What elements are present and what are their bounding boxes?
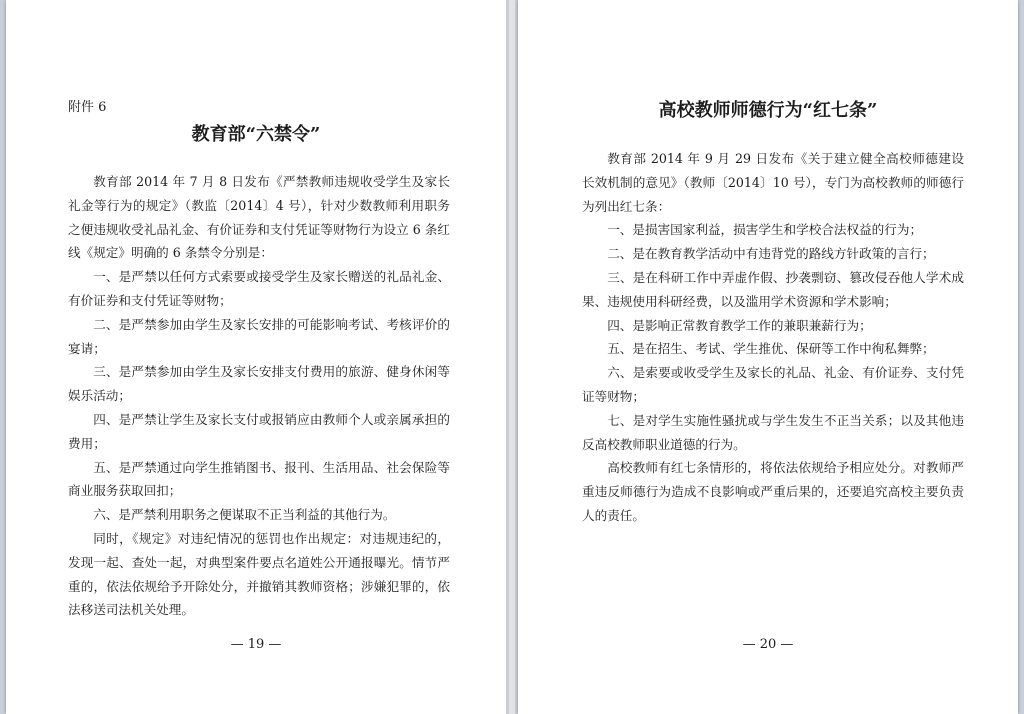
paragraph: 四、是影响正常教育教学工作的兼职兼薪行为； (607, 317, 872, 333)
scrollbar[interactable] (509, 0, 515, 714)
paragraph: 六、是索要或收受学生及家长的礼品、礼金、有价证券、支付凭证等财物； (582, 365, 964, 404)
attachment-label: 附件 6 (68, 100, 107, 115)
paragraph: 一、是严禁以任何方式索要或接受学生及家长赠送的礼品礼金、有价证券和支付凭证等财物； (68, 269, 450, 308)
paragraph: 六、是严禁利用职务之便谋取不正当利益的其他行为。 (93, 507, 396, 523)
paragraph: 高校教师有红七条情形的，将依法依规给予相应处分。对教师严重违反师德行为造成不良影响或严重后果的，还要追究高校主要负责人的责任。 (582, 460, 964, 523)
paragraph: 五、是严禁通过向学生推销图书、报刊、生活用品、社会保险等商业服务获取回扣； (68, 459, 450, 499)
paragraph: 教育部 2014 年 9 月 29 日发布《关于建立健全高校师德建设长效机制的意见》（教师〔2014〕10 号），专门为高校教师的师德行为列出红七条： (582, 151, 964, 214)
paragraph: 二、是在教育教学活动中有违背党的路线方针政策的言行； (607, 246, 935, 262)
paragraph: 教育部 2014 年 7 月 8 日发布《严禁教师违规收受学生及家长礼金等行为的规定》（教监〔2014〕4 号），针对少数教师利用职务之便违规收受礼品礼金、有价证券和支付凭证等财物行为设立 6 条红线《规定》明确的 6 条禁令分别是： (68, 174, 450, 261)
paragraph: 同时，《规定》对违纪情况的惩罚也作出规定：对违规违纪的，发现一起、查处一起，对典型案件要点名道姓公开通报曝光。情节严重的，依法依规给予开除处分，并撤销其教师资格；涉嫌犯罪的，依法移送司法机关处理。 (68, 530, 450, 618)
page-number: — 20 — (742, 637, 794, 652)
paragraph: 四、是严禁让学生及家长支付或报销应由教师个人或亲属承担的费用； (68, 411, 450, 451)
page-number: — 19 — (230, 637, 282, 652)
paragraph: 二、是严禁参加由学生及家长安排的可能影响考试、考核评价的宴请； (68, 316, 450, 356)
page-title: 教育部“六禁令” (191, 124, 321, 145)
paragraph: 三、是在科研工作中弄虚作假、抄袭剽窃、篡改侵吞他人学术成果、违规使用科研经费，以及滥用学术资源和学术影响； (582, 269, 964, 309)
paragraph: 五、是在招生、考试、学生推优、保研等工作中徇私舞弊； (607, 341, 935, 357)
paragraph: 一、是损害国家利益，损害学生和学校合法权益的行为； (607, 222, 923, 238)
document-page-20 (518, 0, 1018, 714)
page-title: 高校教师师德行为“红七条” (658, 100, 878, 121)
page-body (582, 147, 964, 528)
document-page-19 (6, 0, 506, 714)
page-body (68, 170, 450, 622)
paragraph: 七、是对学生实施性骚扰或与学生发生不正当关系；以及其他违反高校教师职业道德的行为。 (582, 412, 964, 452)
paragraph: 三、是严禁参加由学生及家长安排支付费用的旅游、健身休闲等娱乐活动； (68, 364, 450, 404)
